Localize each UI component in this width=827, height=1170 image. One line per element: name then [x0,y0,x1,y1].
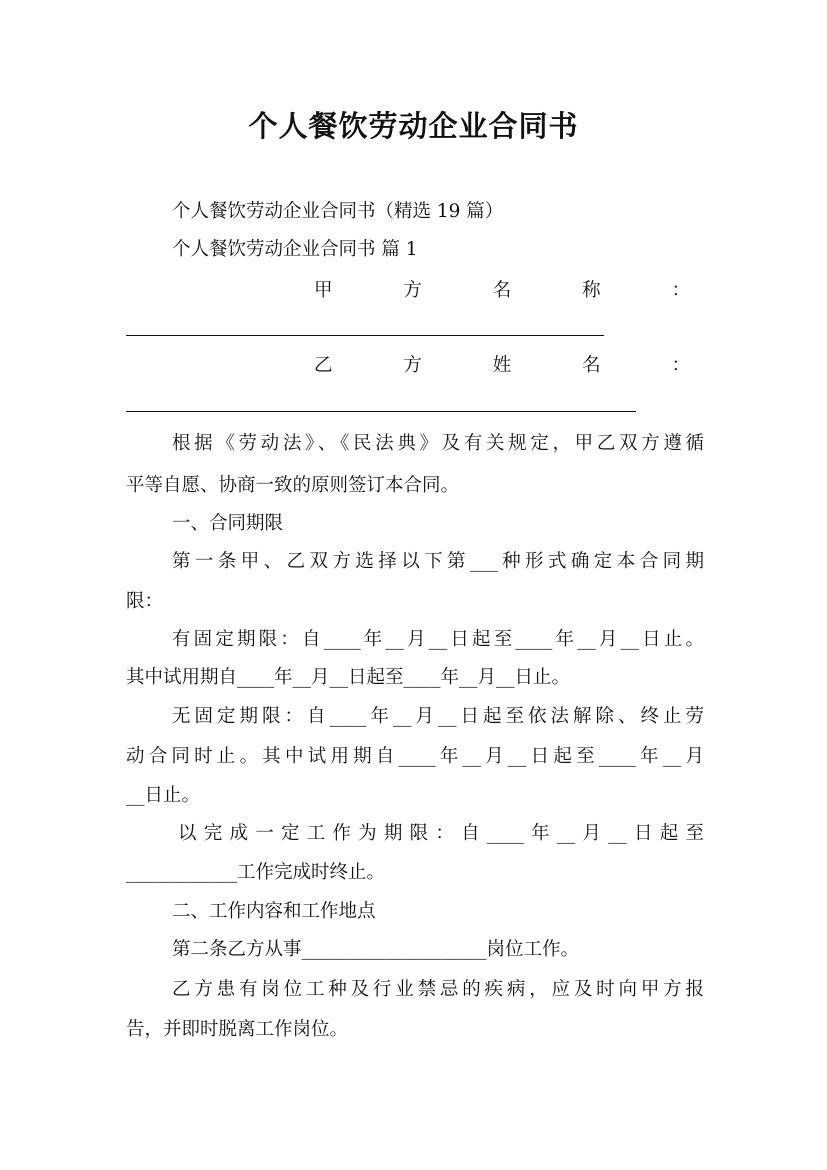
paragraph-line: 限： [126,591,164,612]
section-heading: 二、工作内容和工作地点 [172,901,376,922]
party-a-char: 甲 [314,280,333,301]
party-b-char: 方 [403,355,422,376]
party-a-label [314,277,690,305]
party-b-char: ： [671,355,690,376]
part-heading: 个人餐饮劳动企业合同书 篇 1 [172,239,418,260]
party-a-char: 称 [582,280,601,301]
paragraph-line: __日止。 [126,785,201,806]
subtitle: 个人餐饮劳动企业合同书（精选 19 篇） [172,201,504,222]
paragraph-line: 以完成一定工作为期限：自____年__月__日起至 [178,823,704,844]
party-b-label [314,352,690,380]
paragraph-line: 第一条甲、乙双方选择以下第___种形式确定本合同期 [172,551,704,572]
party-a-blank-line [126,335,604,336]
paragraph-line: 乙方患有岗位工种及行业禁忌的疾病，应及时向甲方报 [172,979,704,1000]
party-b-char: 姓 [492,355,512,376]
paragraph-line: 第二条乙方从事____________________岗位工作。 [172,939,580,960]
paragraph-line: 有固定期限：自____年__月__日起至____年__月__日止。 [172,629,704,650]
document-title: 个人餐饮劳动企业合同书 [248,109,579,143]
paragraph-line: 平等自愿、协商一致的原则签订本合同。 [126,475,460,496]
party-a-char: 方 [403,280,422,301]
party-b-char: 乙 [314,355,333,376]
paragraph-line: 告，并即时脱离工作岗位。 [126,1019,349,1040]
paragraph-line: ____________工作完成时终止。 [126,862,386,883]
party-b-char: 名 [582,355,601,376]
party-a-char: ： [671,280,690,301]
paragraph-line: 动合同时止。其中试用期自____年__月__日起至____年__月 [126,746,704,767]
paragraph-line: 无固定期限：自____年__月__日起至依法解除、终止劳 [172,706,704,727]
section-heading: 一、合同期限 [172,513,284,534]
paragraph-line: 其中试用期自____年__月__日起至____年__月__日止。 [126,667,571,688]
party-a-char: 名 [492,280,512,301]
paragraph-line: 根据《劳动法》、《民法典》及有关规定，甲乙双方遵循 [172,433,704,454]
party-b-blank-line [126,411,636,412]
